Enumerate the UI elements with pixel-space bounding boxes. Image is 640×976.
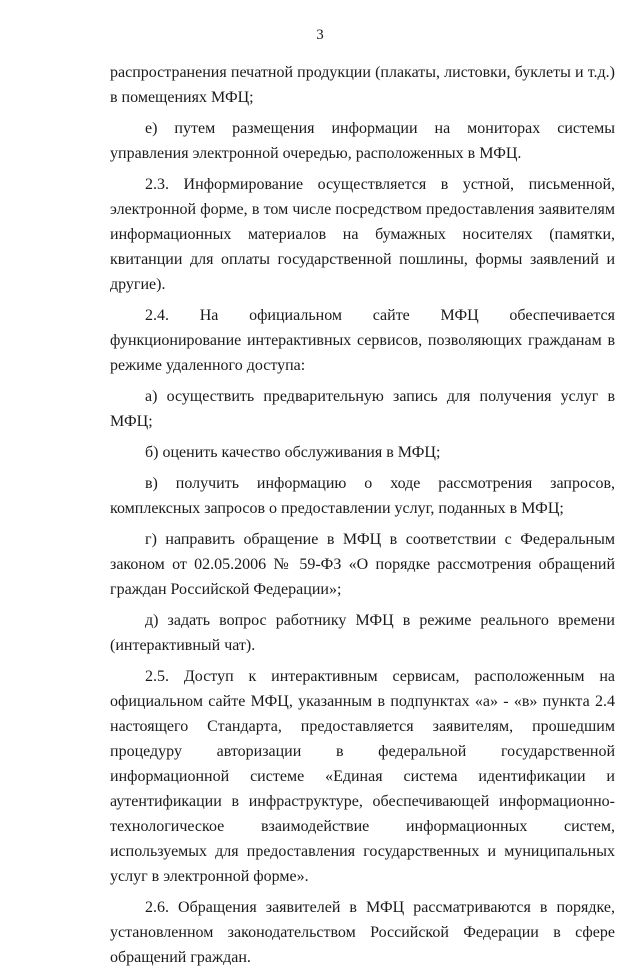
paragraph-2-3: 2.3. Информирование осуществляется в устной, письменной, электронной форме, в том числе посредством предоставления заявителям информационных материалов на бумажных носителях (памятки, квитанции для оплаты государственной пошлины, формы заявлений и другие). [110,176,615,293]
paragraph-continuation: распространения печатной продукции (плакаты, листовки, буклеты и т.д.) в помещениях МФЦ; [110,64,615,106]
document-body [110,60,615,976]
paragraph-item-g: г) направить обращение в МФЦ в соответствии с Федеральным законом от 02.05.2006 № 59-ФЗ «О порядке рассмотрения обращений граждан Российской Федерации»; [110,531,615,598]
paragraph-2-5: 2.5. Доступ к интерактивным сервисам, расположенным на официальном сайте МФЦ, указанным в подпунктах «а» - «в» пункта 2.4 настоящего Стандарта, предоставляется заявителям, прошедшим процедуру авторизации в федеральной государственной информационной системе «Единая система идентификации и аутентификации в инфраструктуре, обеспечивающей информационно-технологическое взаимодействие информационных систем, используемых для предоставления государственных и муниципальных услуг в электронной форме». [110,668,615,885]
paragraph-2-4: 2.4. На официальном сайте МФЦ обеспечивается функционирование интерактивных сервисов, позволяющих гражданам в режиме удаленного доступа: [110,307,615,374]
paragraph-item-a: а) осуществить предварительную запись для получения услуг в МФЦ; [110,388,615,430]
paragraph-item-d: д) задать вопрос работнику МФЦ в режиме реального времени (интерактивный чат). [110,612,615,654]
paragraph-item-e: е) путем размещения информации на мониторах системы управления электронной очередью, расположенных в МФЦ. [110,120,615,162]
paragraph-2-6: 2.6. Обращения заявителей в МФЦ рассматриваются в порядке, установленном законодательством Российской Федерации в сфере обращений граждан. [110,899,615,966]
paragraph-item-v: в) получить информацию о ходе рассмотрения запросов, комплексных запросов о предоставлении услуг, поданных в МФЦ; [110,475,615,517]
page-number: 3 [316,27,324,43]
paragraph-item-b: б) оценить качество обслуживания в МФЦ; [145,444,441,461]
